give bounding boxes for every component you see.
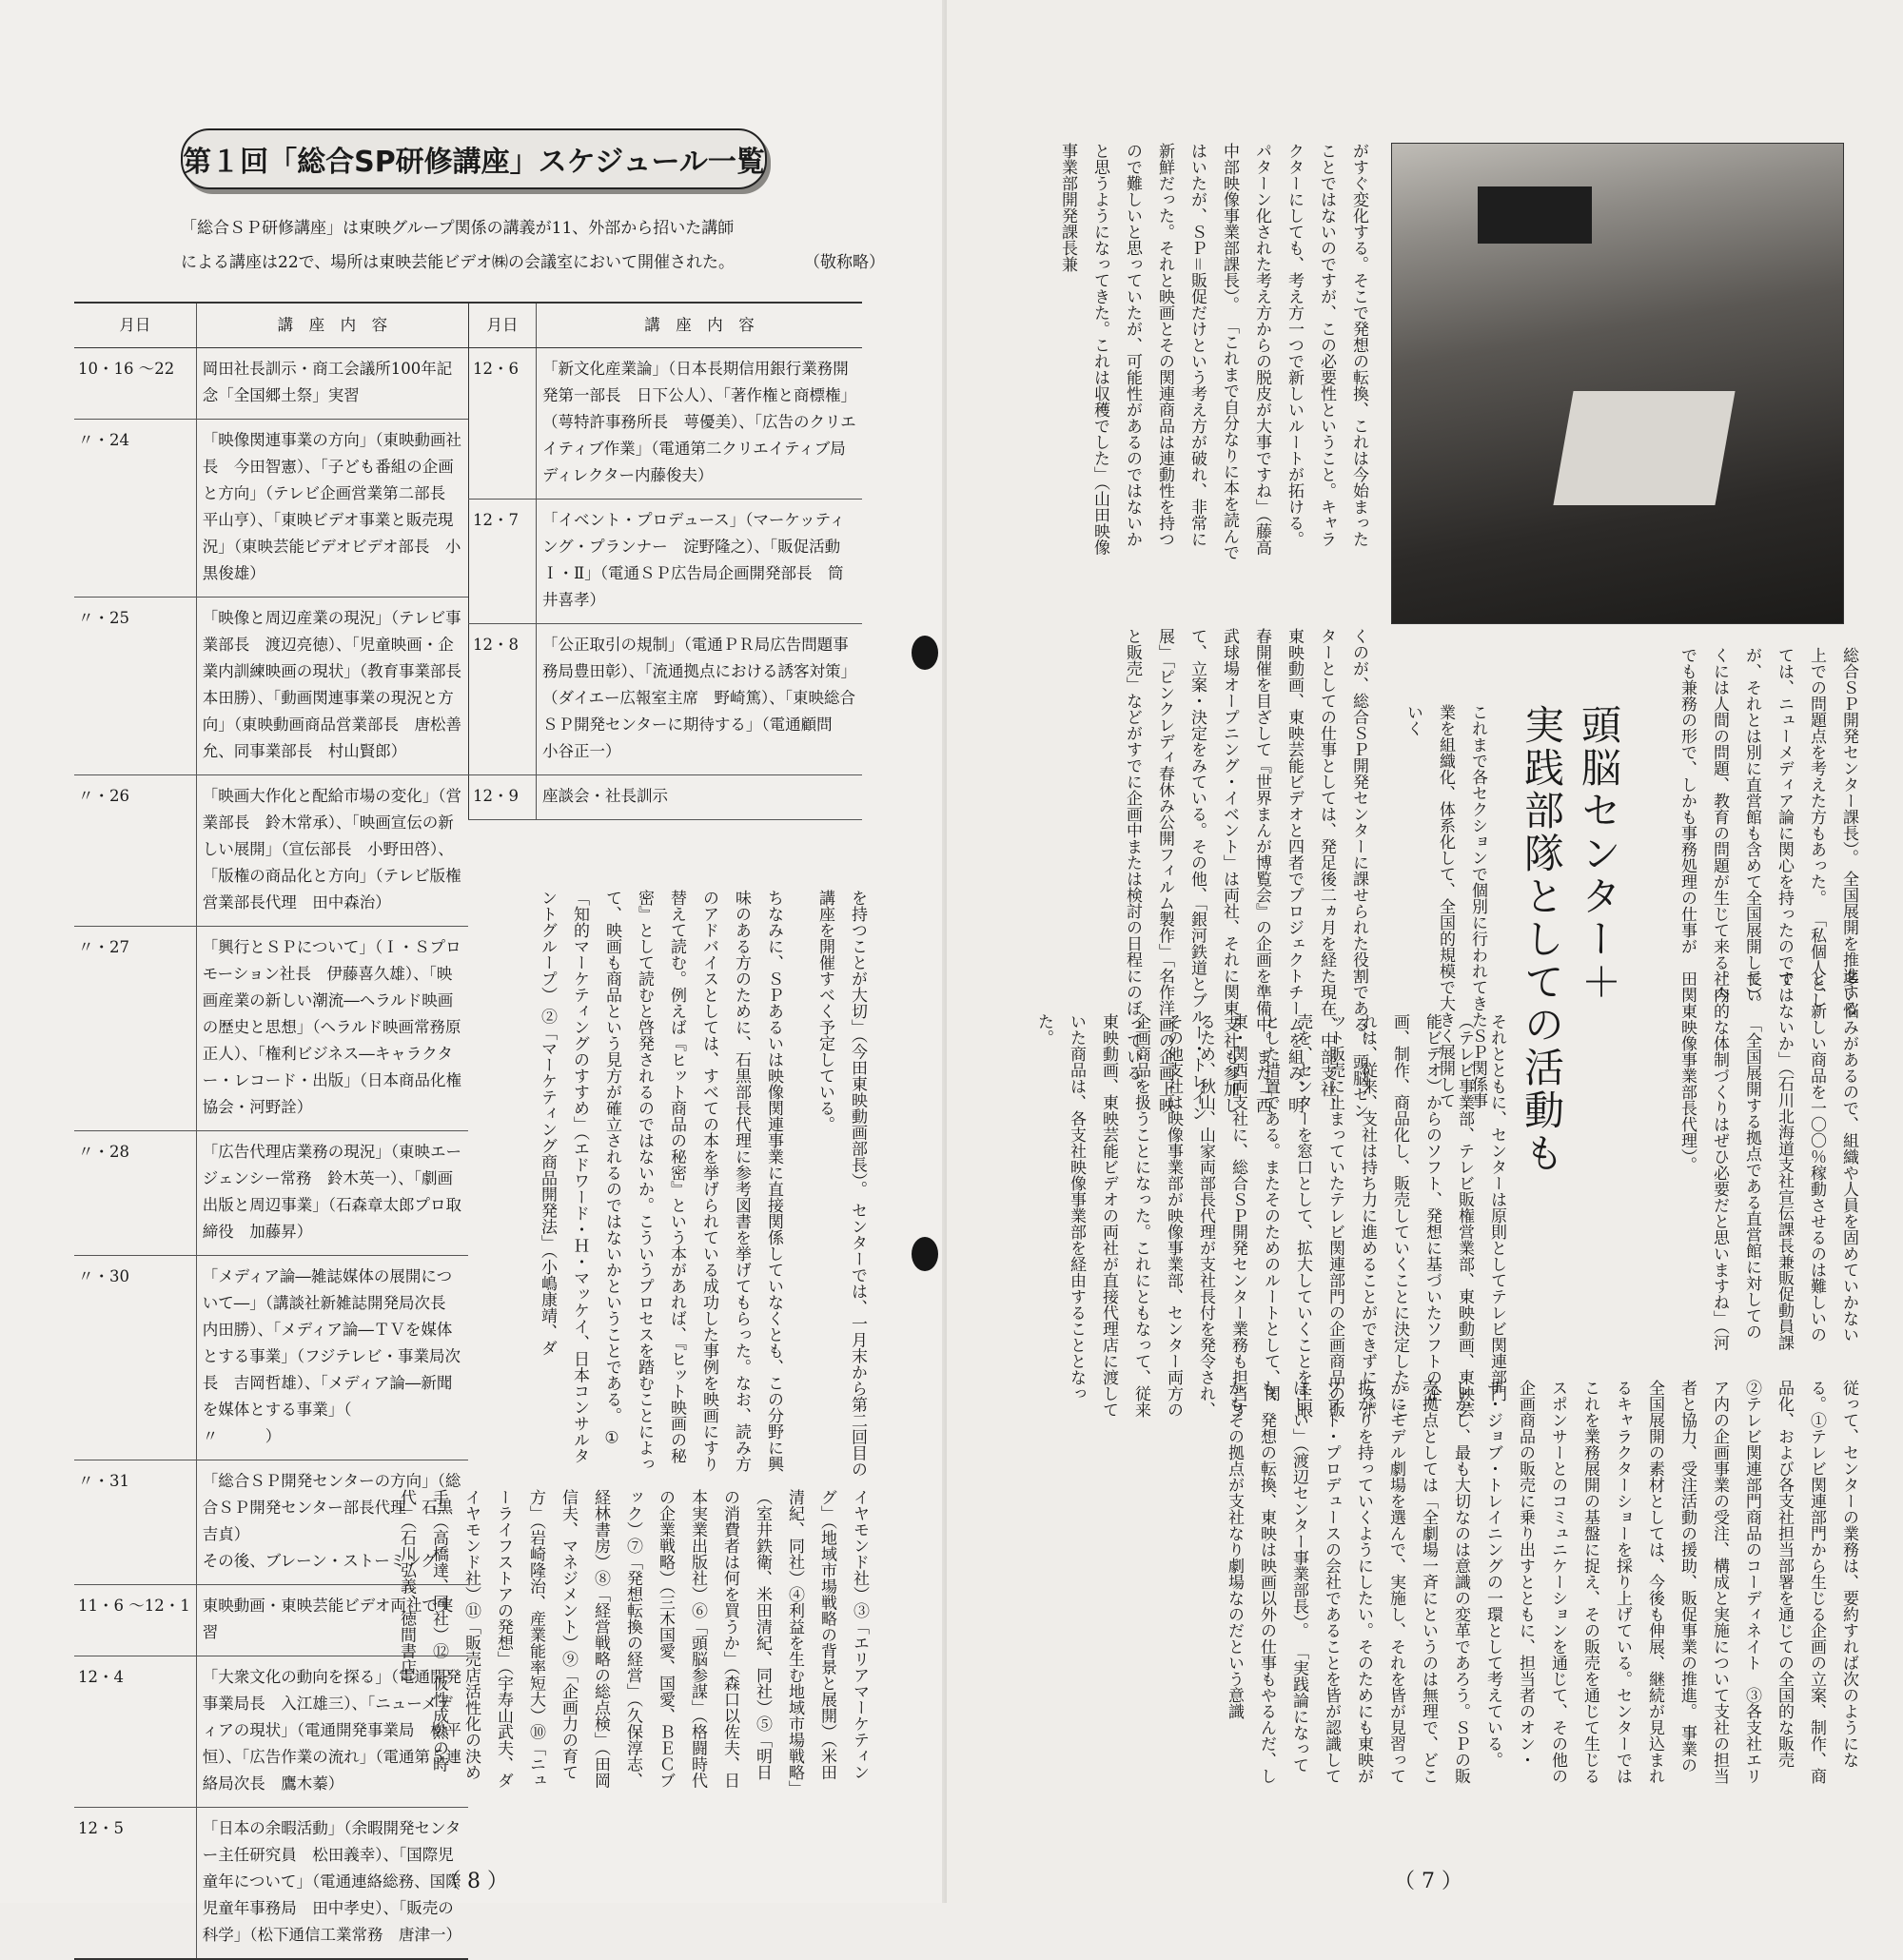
schedule-date: 〃・26 (74, 775, 196, 927)
body-column-3: イヤモンド社）③「エリアマーケティング」（地域市場戦略の背景と展開）（米田清紀、同社）④利益を生む地域市場戦略」（室井鉄衛、米田清紀、同社）⑤「明日の消費者は何を買うか」（森口以佐夫、日本実業出版社）⑥「頭脳参謀」（格闘時代の企業戦略）（三木国愛、国愛、ＢＥＣブック）⑦「発想転換の経営」（久保淳志、経林書房）⑧「経営戦略の総点検」（田岡信夫、マネジメント）⑨「企画力の育て方」（岩崎隆治、産業能率短大）⑩「ニューライフストアの発想」（宇寿山武夫、ダイヤモンド社）⑪「販売店活性化の決め手」（高橋達、同社）⑫「仮性成熟の時代」（石川弘義、徳間書店） (397, 1489, 869, 1789)
schedule-table-left (74, 302, 478, 1960)
schedule-content: 「新文化産業論」（日本長期信用銀行業務開発第一部長 日下公人）、「著作権と商標権」（萼特許事務所長 萼優美）、「広告のクリエイティブ作業」（電通第二クリエイティブ局ディレクター内藤俊夫） (537, 348, 863, 500)
binding-hole (912, 1237, 938, 1271)
schedule-row (74, 1256, 468, 1460)
schedule-row (74, 348, 468, 420)
schedule-content: 「総合ＳＰ開発センターの方向」（総合ＳＰ開発センター部長代理 石黒吉貞） その後、ブレーン・ストーミング (196, 1460, 468, 1585)
photo-blackboard (1478, 186, 1592, 244)
schedule-content: 「興行とＳＰについて」（Ｉ・Ｓプロモーション社長 伊藤喜久雄）、「映画産業の新しい潮流―ヘラルド映画の歴史と思想」（ヘラルド映画常務原正人）、「権利ビジネス―キャラクター・レコード・出版」（日本商品化権協会・河野詮） (196, 927, 468, 1131)
column-header-date: 月日 (469, 303, 537, 348)
column-header-content: 講 座 内 容 (196, 303, 468, 348)
schedule-date: 11・6 ～12・1 (74, 1585, 196, 1656)
column-header-date: 月日 (74, 303, 196, 348)
article-lower-right-text: 従って、センターの業務は、要約すれば次のようになる。①テレビ関連部門から生じる企画の立案、制作、商品化、および各支社担当部署を通じての全国的な販売 ②テレビ関連部門商品のコーディネイト ③各支社エリア内の企画事業の受注、構成と実施について支社の担当者と協力、受注活動の援助、販促事業の推進。 事業の全国展開の素材としては、今後も伸展、継続が見込まれるキャラクターショーを採り上げている。センターではこれを業務展開の基盤に捉え、その販売を通じて生じるスポンサーとのコミュニケーションを通じて、その他の企画商品の販売に乗り出すとともに、担当者のオン・ザ・ジョブ・トレイニングの一環として考えている。 しかし、最も大切なのは意識の変革であろう。ＳＰの販売拠点としては「全劇場一斉にというのは無理で、どこかにモデル劇場を選んで、実施し、それを皆が見習って拡がりを持っていくようにしたい。そのためにも東映がソフト・プロデュースの会社であることを皆が認識してほしい」（渡辺センター事業部長）。 「実践論になっても、発想の転換、東映は映画以外の仕事もやるんだ、しかもその拠点が支社なり劇場なのだという意識 (1225, 1380, 1858, 1784)
right-page (947, 0, 1903, 1903)
schedule-row (74, 1131, 468, 1256)
schedule-row (74, 1808, 468, 1960)
schedule-content: 「イベント・プロデュース」（マーケッティング・プランナー 淀野隆之）、「販促活動Ｉ・Ⅱ」（電通ＳＰ広告局企画開発部長 筒井喜孝） (537, 500, 863, 624)
left-page (0, 0, 947, 1944)
schedule-date: 〃・24 (74, 420, 196, 598)
schedule-row (469, 775, 863, 820)
article-top-right-text: 総合ＳＰ開発センター課長）。 全国展開を推進する上での問題点を考えた方もあった。 「私個人としては、ニューメディア論に関心を持ったのですが、それとは別に直営館も含めて全国展開していくには人間の問題、教育の問題が生じて来る。今でも兼務の形で、しかも事務処理の仕事が (1677, 647, 1858, 1016)
article-heading-line-2: 実践部隊としての活動も (1519, 704, 1565, 1175)
schedule-date: 12・6 (469, 348, 537, 500)
schedule-content: 座談会・社長訓示 (537, 775, 863, 820)
schedule-content: 「公正取引の規制」（電通ＰＲ局広告問題事務局豊田彰）、「流通拠点における誘客対策」（ダイエー広報室主席 野崎篤）、「東映総合ＳＰ開発センターに期待する」（電通顧問 小谷正一） (537, 624, 863, 775)
schedule-row (74, 598, 468, 775)
schedule-row (469, 348, 863, 500)
article-top-text: がすぐ変化する。そこで発想の転換、これは今始まったことではないのですが、この必要性ということ。キャラクターにしても、考え方一つで新しいルートが拓ける。パターン化された考え方からの脱皮が大事ですね」（藤高中部映像事業部課長）。 「これまで自分なりに本を読んではいたが、ＳＰ＝販促だけという考え方が破れ、非常に新鮮だった。それと映画とその関連商品は連動性を持つので難しいと思っていたが、可能性があるのではないかと思うようになってきた。これは収穫でした」（山田映像事業部開発課長兼 (1058, 143, 1368, 560)
schedule-title-box (181, 128, 767, 189)
intro-note: （敬称略） (804, 253, 885, 272)
schedule-content: 「映像関連事業の方向」（東映動画社長 今田智憲）、「子ども番組の企画と方向」（テレビ企画営業第二部長 平山亨）、「東映ビデオ事業と販売現況」（東映芸能ビデオビデオ部長 小黒俊雄） (196, 420, 468, 598)
schedule-content: 東映動画・東映芸能ビデオ両社で実習 (196, 1585, 468, 1656)
page-number-right: （ 7 ） (1394, 1870, 1462, 1893)
schedule-row (74, 775, 468, 927)
schedule-table-right (468, 302, 862, 820)
schedule-content: 「大衆文化の動向を探る」（電通開発事業局長 入江雄三）、「ニューメディアの現状」（電通開発事業局 松平恒）、「広告作業の流れ」（電通第５連絡局次長 鷹木蓁） (196, 1656, 468, 1808)
column-header-content: 講 座 内 容 (537, 303, 863, 348)
schedule-date: 12・4 (74, 1656, 196, 1808)
schedule-content: 岡田社長訓示・商工会議所100年記念「全国郷土祭」実習 (196, 348, 468, 420)
schedule-date: 12・8 (469, 624, 537, 775)
page-number-left: （ 8 ） (440, 1870, 508, 1893)
schedule-content: 「映画大作化と配給市場の変化」（営業部長 鈴木常承）、「映画宣伝の新しい展開」（宣伝部長 小野田啓）、「版権の商品化と方向」（テレビ版権営業部長代理 田中森治） (196, 775, 468, 927)
photo-table (1553, 391, 1735, 505)
schedule-row (469, 500, 863, 624)
article-heading (1503, 704, 1627, 1265)
binding-hole (912, 636, 938, 670)
schedule-date: 〃・25 (74, 598, 196, 775)
schedule-row (74, 420, 468, 598)
meeting-photo (1391, 143, 1844, 624)
article-middle-text: くのが、総合ＳＰ開発センターに課せられた役割である。 頭脳センターとしての仕事としては、発足後二ヵ月を経た現在、中部支社、東映動画、東映芸能ビデオと四者でプロジェクトチームを組み、明春開催を目ざして『世界まんが博覧会』の企画を準備中。また「西武球場オープニング・イベント」は両社、それに関東支社も参加して、立案・決定をみている。その他、「銀河鉄道とブルー・トレイン展」「ピンクレディ春休み公開フィルム製作」「名作洋画の企画上映と販売」などがすでに企画中または検討の日程にのぼっている。 (1123, 628, 1368, 1122)
intro-line-1: 「総合ＳＰ研修講座」は東映グループ関係の講義が11、外部から招いた講師 (181, 219, 735, 238)
body-column-2: ちなみに、ＳＰあるいは映像関連事業に直接関係していなくとも、この分野に興味のある方のために、石黒部長代理に参考図書を挙げてもらった。なお、読み方のアドバイスとしては、すべての本を挙げられている成功した事例を映画にすり替えて読む。例えば『ヒット商品の秘密』という本があれば、『ヒット映画の秘密』として読むと啓発されるのではないか。こういうプロセスを踏むことによって、映画も商品という見方が確立されるのではないかということである。 ①「知的マーケティングのすすめ」（エドワード・Ｈ・マッケイ、日本コンサルタントグループ） ②「マーケティング商品開発法」（小嶋康靖、ダ (538, 890, 783, 1472)
schedule-date: 12・9 (469, 775, 537, 820)
schedule-date: 〃・31 (74, 1460, 196, 1585)
article-middle-right-text: 多い悩みがあるので、組織や人員を固めていかないと、新しい商品を一〇〇％稼動させるのは難しいのではないか」（石川北海道支社宣伝課長兼販促動員課長）。 「全国展開する拠点である直営館に対しての社内的な体制づくりはぜひ必要だと思いますね」（河田関東映像事業部長代理）。 (1677, 970, 1858, 1351)
schedule-content: 「メディア論―雑誌媒体の展開について―」（講談社新雑誌開発局次長 内田勝）、「メディア論―ＴＶを媒体とする事業」（フジテレビ・事業局次長 吉岡哲雄）、「メディア論―新聞を媒体とする事業」（ 〃 ） (196, 1256, 468, 1460)
schedule-date: 〃・30 (74, 1256, 196, 1460)
schedule-date: 12・5 (74, 1808, 196, 1960)
schedule-date: 〃・27 (74, 927, 196, 1131)
schedule-content: 「広告代理店業務の現況」（東映エージェンシー常務 鈴木英一）、「劇画出版と周辺事業」（石森章太郎プロ取締役 加藤昇） (196, 1131, 468, 1256)
schedule-content: 「日本の余暇活動」（余暇開発センター主任研究員 松田義幸）、「国際児童年について」（電通連絡総務、国際児童年事務局 田中孝史）、「販売の科学」（松下通信工業常務 唐津一） (196, 1808, 468, 1960)
schedule-date: 10・16 ～22 (74, 348, 196, 420)
schedule-date: 12・7 (469, 500, 537, 624)
schedule-content: 「映像と周辺産業の現況」（テレビ事業部長 渡辺亮徳）、「児童映画・企業内訓練映画の現状」（教育事業部長 本田勝）、「動画関連事業の現況と方向」（東映動画商品営業部長 唐松善允、同事業部長 村山賢郎） (196, 598, 468, 775)
schedule-date: 〃・28 (74, 1131, 196, 1256)
schedule-row (469, 624, 863, 775)
intro-line-2: による講座は22で、場所は東映芸能ビデオ㈱の会議室において開催された。 (181, 253, 735, 272)
body-column-1: を持つことが大切」（今田東映動画部長）。 センターでは、一月末から第二回目の講座を開催すべく予定している。 (815, 890, 867, 1478)
article-heading-line-1: 頭脳センター＋ (1576, 704, 1622, 1004)
intro-text (181, 211, 885, 280)
article-lower-text: それとともに、センターは原則としてテレビ関連部門（テレビ事業部、テレビ販権営業部、東映動画、東映芸能ビデオ）からのソフト、発想に基づいたソフトの企画、制作、商品化し、販売していくことに決定した。これは、従来、支社は持ち力に進めることができずにスポット販売に止まっていたテレビ関連部門の企画商品の販売を、センターを窓口として、拡大していくことを主眼とした措置である。またそのためのルートとして、関東・関西両支社に、総合ＳＰ開発センター業務も担当するため、秋山、山家両部長代理が支社長付を発令され、その他支社は映像事業部が映像事業部、センター両方の企画商品を扱うことになった。これにともなって、従来東映動画、東映芸能ビデオの両社が直接代理店に渡していた商品は、各支社映像事業部を経由することとなった。 (1034, 1013, 1506, 1418)
schedule-title: 第１回「総合SP研修講座」スケジュール一覧 (183, 146, 765, 179)
schedule-row (74, 927, 468, 1131)
article-middle-text-2: これまで各セクションで個別に行われてきたＳＰ関係事業を組織化、体系化して、全国的規模で大きく展開していく (1403, 704, 1487, 1108)
